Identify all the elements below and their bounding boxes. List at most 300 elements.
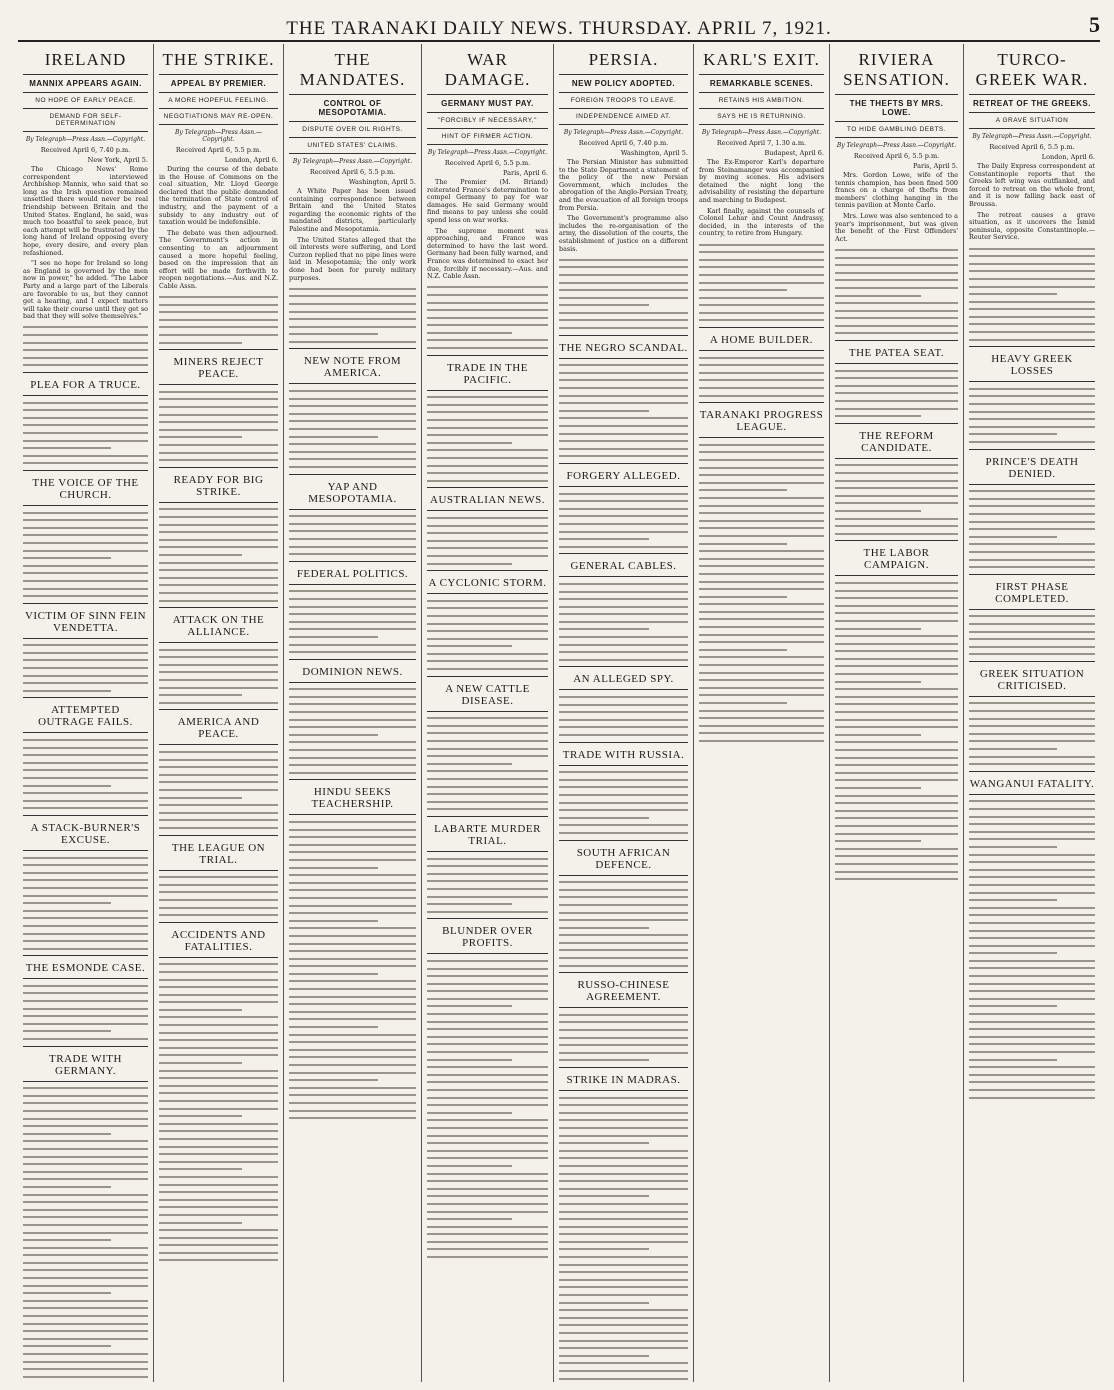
text-line: [289, 628, 416, 630]
text-line: [559, 379, 688, 381]
text-line: [159, 671, 278, 673]
text-line: [699, 550, 824, 552]
text-line: [289, 703, 416, 705]
section-rule: [559, 553, 688, 554]
article-text-block: [289, 390, 416, 468]
section-rule: [969, 381, 1095, 382]
text-line: [559, 1180, 688, 1182]
text-line: [23, 1008, 148, 1010]
text-line: [559, 538, 649, 540]
text-line: [23, 417, 148, 419]
text-line: [969, 922, 1095, 924]
section-rule: [159, 744, 278, 745]
text-line: [559, 583, 688, 585]
text-line: [159, 1070, 278, 1072]
deck-line: "FORCIBLY IF NECESSARY,": [438, 117, 537, 124]
text-line: [969, 1036, 1095, 1038]
text-line: [23, 455, 148, 457]
article-text-block: [969, 615, 1095, 655]
column-heading: THE MANDATES.: [299, 50, 406, 89]
text-line: [699, 474, 824, 476]
text-line: [835, 825, 958, 827]
section-rule: [835, 540, 958, 541]
deck-line: UNITED STATES' CLAIMS.: [307, 142, 398, 149]
text-line: [969, 838, 1095, 840]
text-line: [835, 810, 958, 812]
article-text-block: [559, 259, 688, 329]
article-paragraph: Mrs. Gordon Lowe, wife of the tennis champion, has been fined 500 francs on a charge of thefts from members' clothing hanging in the tennis pavilion at Monte Carlo.: [835, 171, 958, 210]
text-line: [699, 512, 824, 514]
text-line: [159, 444, 278, 446]
text-line: [427, 396, 548, 398]
text-line: [159, 577, 278, 579]
text-line: [23, 992, 148, 994]
text-line: [159, 584, 278, 586]
text-line: [427, 480, 548, 482]
text-line: [23, 1186, 111, 1188]
text-line: [23, 1216, 148, 1218]
text-line: [699, 664, 824, 666]
text-line: [289, 311, 416, 313]
text-line: [559, 448, 688, 450]
text-line: [835, 734, 921, 736]
text-line: [699, 679, 824, 681]
text-line: [835, 665, 958, 667]
text-line: [159, 1009, 242, 1011]
text-line: [427, 903, 512, 905]
text-line: [289, 905, 416, 907]
text-line: [559, 395, 688, 397]
text-line: [23, 777, 148, 779]
text-line: [835, 696, 958, 698]
text-line: [159, 914, 278, 916]
text-line: [159, 759, 278, 761]
text-line: [835, 612, 958, 614]
text-line: [427, 653, 548, 655]
text-line: [23, 762, 148, 764]
text-line: [159, 1062, 242, 1064]
text-line: [289, 844, 416, 846]
text-line: [559, 786, 688, 788]
text-line: [427, 600, 548, 602]
text-line: [159, 546, 278, 548]
text-line: [289, 295, 416, 297]
article-text-block: [835, 464, 958, 534]
text-line: [159, 421, 278, 423]
text-line: [159, 1199, 278, 1201]
deck-rule: [835, 137, 958, 138]
text-line: [427, 1081, 548, 1083]
text-line: [289, 598, 416, 600]
text-line: [559, 711, 688, 713]
section-heading: THE NEGRO SCANDAL.: [559, 341, 688, 354]
text-line: [559, 1294, 688, 1296]
text-line: [427, 801, 548, 803]
text-line: [289, 515, 416, 517]
text-line: [559, 319, 688, 321]
column-3: [284, 44, 422, 1382]
column-4: [422, 44, 554, 1382]
text-line: [969, 710, 1095, 712]
text-line: [289, 621, 416, 623]
text-line: [289, 303, 416, 305]
text-line: [699, 717, 824, 719]
article-paragraph: "I see no hope for Ireland so long as England is governed by the men now in power," he added. "The Labor Party and a large part of the Liberals are favorable to us, but they cannot get a hearing, and I expect matters will take their course until they get so bad that they will solve themselves.": [23, 259, 148, 321]
text-line: [699, 611, 824, 613]
text-line: [835, 264, 958, 266]
text-line: [559, 644, 688, 646]
deck-line: TO HIDE GAMBLING DEBTS.: [846, 126, 947, 133]
text-line: [159, 414, 278, 416]
text-line: [559, 1127, 688, 1129]
text-line: [427, 286, 548, 288]
article-text-block: [835, 249, 958, 335]
text-line: [23, 357, 148, 359]
text-line: [23, 857, 148, 859]
deck-line: MANNIX APPEARS AGAIN.: [29, 79, 142, 88]
text-line: [969, 623, 1095, 625]
text-line: [289, 821, 416, 823]
section-heading: ATTEMPTED OUTRAGE FAILS.: [38, 704, 133, 729]
text-line: [427, 517, 548, 519]
text-line: [159, 1130, 278, 1132]
text-line: [559, 802, 688, 804]
text-line: [835, 688, 958, 690]
text-line: [835, 787, 921, 789]
text-line: [559, 919, 688, 921]
text-line: [969, 861, 1095, 863]
text-line: [427, 638, 548, 640]
text-line: [159, 1054, 278, 1056]
text-line: [427, 563, 512, 565]
deck-line: REMARKABLE SCENES.: [709, 79, 814, 88]
text-line: [427, 1165, 512, 1167]
text-line: [969, 1051, 1095, 1053]
text-line: [289, 466, 416, 468]
text-line: [289, 958, 416, 960]
section-rule: [427, 953, 548, 954]
text-line: [23, 1262, 148, 1264]
text-line: [159, 781, 278, 783]
section-rule: [289, 561, 416, 562]
text-line: [23, 985, 148, 987]
text-line: [835, 385, 958, 387]
text-line: [289, 734, 378, 736]
section-heading: GENERAL CABLES.: [570, 560, 677, 573]
text-line: [289, 326, 416, 328]
column-heading: RIVIERA SENSATION.: [843, 50, 950, 89]
text-line: [159, 1222, 242, 1224]
text-line: [427, 1127, 548, 1129]
text-line: [699, 289, 787, 291]
text-line: [289, 950, 416, 952]
section-rule: [23, 372, 148, 373]
text-line: [559, 297, 688, 299]
text-line: [559, 410, 649, 412]
text-line: [559, 304, 649, 306]
text-line: [23, 739, 148, 741]
text-line: [699, 565, 824, 567]
text-line: [835, 802, 958, 804]
article-paragraph: The supreme moment was approaching, and France was determined to have the last word. Germany had been fully warned, and France was determined to exact her due, forcibly if necessary.—Aus. and N.Z. Cable Assn.: [427, 226, 548, 281]
article-text-block: [23, 402, 148, 465]
text-line: [699, 505, 824, 507]
section-heading: BLUNDER OVER PROFITS.: [442, 925, 533, 950]
section-rule: [23, 732, 148, 733]
text-line: [427, 630, 548, 632]
text-line: [559, 1211, 688, 1213]
article-text-block: [289, 688, 416, 774]
text-line: [835, 533, 958, 535]
text-line: [559, 500, 688, 502]
section-heading: A STACK-BURNER'S EXCUSE.: [30, 821, 141, 846]
article-text-block: [427, 600, 548, 670]
text-line: [559, 1378, 688, 1380]
text-line: [559, 282, 688, 284]
byline: By Telegraph—Press Assn.—Copyright.: [25, 136, 146, 143]
text-line: [427, 623, 548, 625]
text-line: [427, 732, 548, 734]
text-line: [289, 341, 416, 343]
text-line: [159, 319, 278, 321]
text-line: [559, 1226, 688, 1228]
text-line: [159, 891, 278, 893]
text-line: [699, 379, 824, 381]
section-rule: [159, 922, 278, 923]
article-paragraph: Karl finally, against the counsels of Colonel Lehar and Count Andrassy, decided, in the interests of the country, to retire from Hungary.: [699, 206, 824, 238]
text-line: [427, 865, 548, 867]
heading-rule: [23, 74, 148, 75]
section-rule: [427, 487, 548, 488]
text-line: [427, 755, 548, 757]
column-1: [18, 44, 154, 1382]
dateline: Budapest, April 6.: [764, 149, 824, 157]
text-line: [427, 770, 548, 772]
text-line: [559, 591, 688, 593]
text-line: [427, 457, 548, 459]
heading-rule: [559, 74, 688, 75]
text-line: [969, 505, 1095, 507]
text-line: [699, 710, 824, 712]
text-line: [835, 779, 958, 781]
text-line: [23, 1178, 148, 1180]
text-line: [427, 880, 548, 882]
received-time: Received April 6, 5.5 p.m.: [853, 152, 940, 160]
text-line: [23, 572, 148, 574]
text-line: [559, 1097, 688, 1099]
text-line: [559, 402, 688, 404]
text-line: [23, 1125, 148, 1127]
section-rule: [969, 609, 1095, 610]
text-line: [559, 628, 649, 630]
column-heading: TURCO-GREEK WAR.: [975, 50, 1089, 89]
text-line: [159, 774, 278, 776]
text-line: [427, 740, 548, 742]
text-line: [699, 459, 824, 461]
text-line: [559, 809, 688, 811]
text-line: [969, 433, 1057, 435]
section-heading: FORGERY ALLEGED.: [566, 469, 681, 482]
article-text-block: [23, 739, 148, 809]
section-heading: ATTACK ON THE ALLIANCE.: [172, 614, 265, 639]
article-text-block: [427, 286, 548, 349]
text-line: [23, 1023, 148, 1025]
text-line: [835, 863, 958, 865]
text-line: [559, 824, 688, 826]
text-line: [969, 293, 1057, 295]
section-rule: [699, 350, 824, 351]
text-line: [559, 598, 688, 600]
text-line: [427, 1241, 548, 1243]
columns: [18, 44, 1100, 1382]
text-line: [159, 907, 278, 909]
text-line: [427, 607, 548, 609]
text-line: [159, 994, 278, 996]
text-line: [559, 425, 688, 427]
column-5: [554, 44, 694, 1382]
text-line: [23, 659, 148, 661]
section-rule: [969, 696, 1095, 697]
section-rule: [427, 711, 548, 712]
text-line: [559, 1203, 688, 1205]
text-line: [559, 259, 688, 261]
text-line: [23, 1361, 148, 1363]
text-line: [699, 282, 824, 284]
article-text-block: [23, 985, 148, 1040]
text-line: [559, 364, 688, 366]
text-line: [699, 687, 824, 689]
text-line: [23, 807, 148, 809]
column-6: [694, 44, 830, 1382]
text-line: [699, 626, 824, 628]
text-line: [427, 990, 548, 992]
text-line: [559, 1044, 688, 1046]
text-line: [23, 1285, 148, 1287]
text-line: [559, 515, 688, 517]
text-line: [969, 990, 1095, 992]
text-line: [969, 263, 1095, 265]
section-heading: DOMINION NEWS.: [302, 665, 403, 678]
text-line: [699, 618, 824, 620]
text-line: [23, 424, 148, 426]
text-line: [289, 897, 416, 899]
text-line: [559, 794, 688, 796]
text-line: [159, 986, 278, 988]
text-line: [427, 1089, 548, 1091]
text-line: [427, 547, 548, 549]
text-line: [559, 1279, 688, 1281]
text-line: [159, 1146, 278, 1148]
text-line: [559, 440, 688, 442]
text-line: [23, 326, 148, 328]
text-line: [159, 1085, 278, 1087]
deck-rule: [699, 108, 824, 109]
text-line: [559, 387, 688, 389]
section-heading: FIRST PHASE COMPLETED.: [995, 580, 1069, 605]
text-line: [23, 754, 148, 756]
text-line: [969, 286, 1095, 288]
text-line: [559, 1332, 688, 1334]
text-line: [835, 295, 921, 297]
byline: By Telegraph—Press Assn.—Copyright.: [427, 149, 548, 156]
text-line: [289, 912, 416, 914]
text-line: [969, 536, 1057, 538]
text-line: [969, 1021, 1095, 1023]
text-line: [289, 390, 416, 392]
section-rule: [23, 978, 148, 979]
text-line: [159, 1092, 278, 1094]
text-line: [699, 259, 824, 261]
text-line: [427, 532, 548, 534]
received-time: Received April 6, 5.5 p.m.: [989, 143, 1075, 151]
text-line: [427, 975, 548, 977]
text-line: [559, 889, 688, 891]
section-rule: [23, 1081, 148, 1082]
text-line: [427, 1256, 548, 1258]
text-line: [289, 867, 378, 869]
text-line: [23, 1156, 148, 1158]
text-line: [427, 1028, 548, 1030]
article-text-block: [159, 751, 278, 829]
section-rule: [289, 383, 416, 384]
article-paragraph: The Premier (M. Briand) reiterated France's determination to compel Germany to pay for war damages. He said Germany would find means to pay unless she could spend less on war works.: [427, 178, 548, 224]
text-line: [289, 613, 416, 615]
text-line: [835, 741, 958, 743]
section-heading: PLEA FOR A TRUCE.: [30, 379, 141, 392]
section-rule: [969, 346, 1095, 347]
text-line: [427, 983, 548, 985]
text-line: [159, 296, 278, 298]
article-text-block: [23, 1087, 148, 1382]
section-heading: THE ESMONDE CASE.: [25, 962, 146, 975]
text-line: [427, 317, 548, 319]
section-rule: [159, 709, 278, 710]
article-paragraph: A White Paper has been issued containing correspondence between Britain and the United States regarding the economic rights of the mandated districts, particularly Palestine and Mesopotamia.: [289, 187, 416, 233]
section-rule: [835, 340, 958, 341]
section-rule: [427, 570, 548, 571]
text-line: [559, 832, 688, 834]
text-line: [427, 786, 548, 788]
text-line: [427, 763, 512, 765]
text-line: [23, 1118, 148, 1120]
text-line: [699, 372, 824, 374]
column-heading: IRELAND: [44, 50, 127, 69]
text-line: [835, 840, 921, 842]
deck-rule: [835, 121, 958, 122]
text-line: [23, 1269, 148, 1271]
section-rule: [559, 972, 688, 973]
text-line: [23, 925, 148, 927]
text-line: [427, 419, 548, 421]
text-line: [969, 763, 1095, 765]
text-line: [835, 643, 958, 645]
text-line: [427, 404, 548, 406]
heading-rule: [159, 74, 278, 75]
deck-line: DISPUTE OVER OIL RIGHTS.: [302, 126, 403, 133]
text-line: [159, 1024, 278, 1026]
text-line: [969, 1074, 1095, 1076]
section-rule: [159, 384, 278, 385]
text-line: [559, 1248, 649, 1250]
text-line: [559, 1150, 688, 1152]
deck-rule: [289, 137, 416, 138]
text-line: [23, 1209, 148, 1211]
text-line: [23, 512, 148, 514]
text-line: [23, 1239, 111, 1241]
text-line: [23, 879, 148, 881]
text-line: [969, 248, 1095, 250]
text-line: [159, 1184, 278, 1186]
